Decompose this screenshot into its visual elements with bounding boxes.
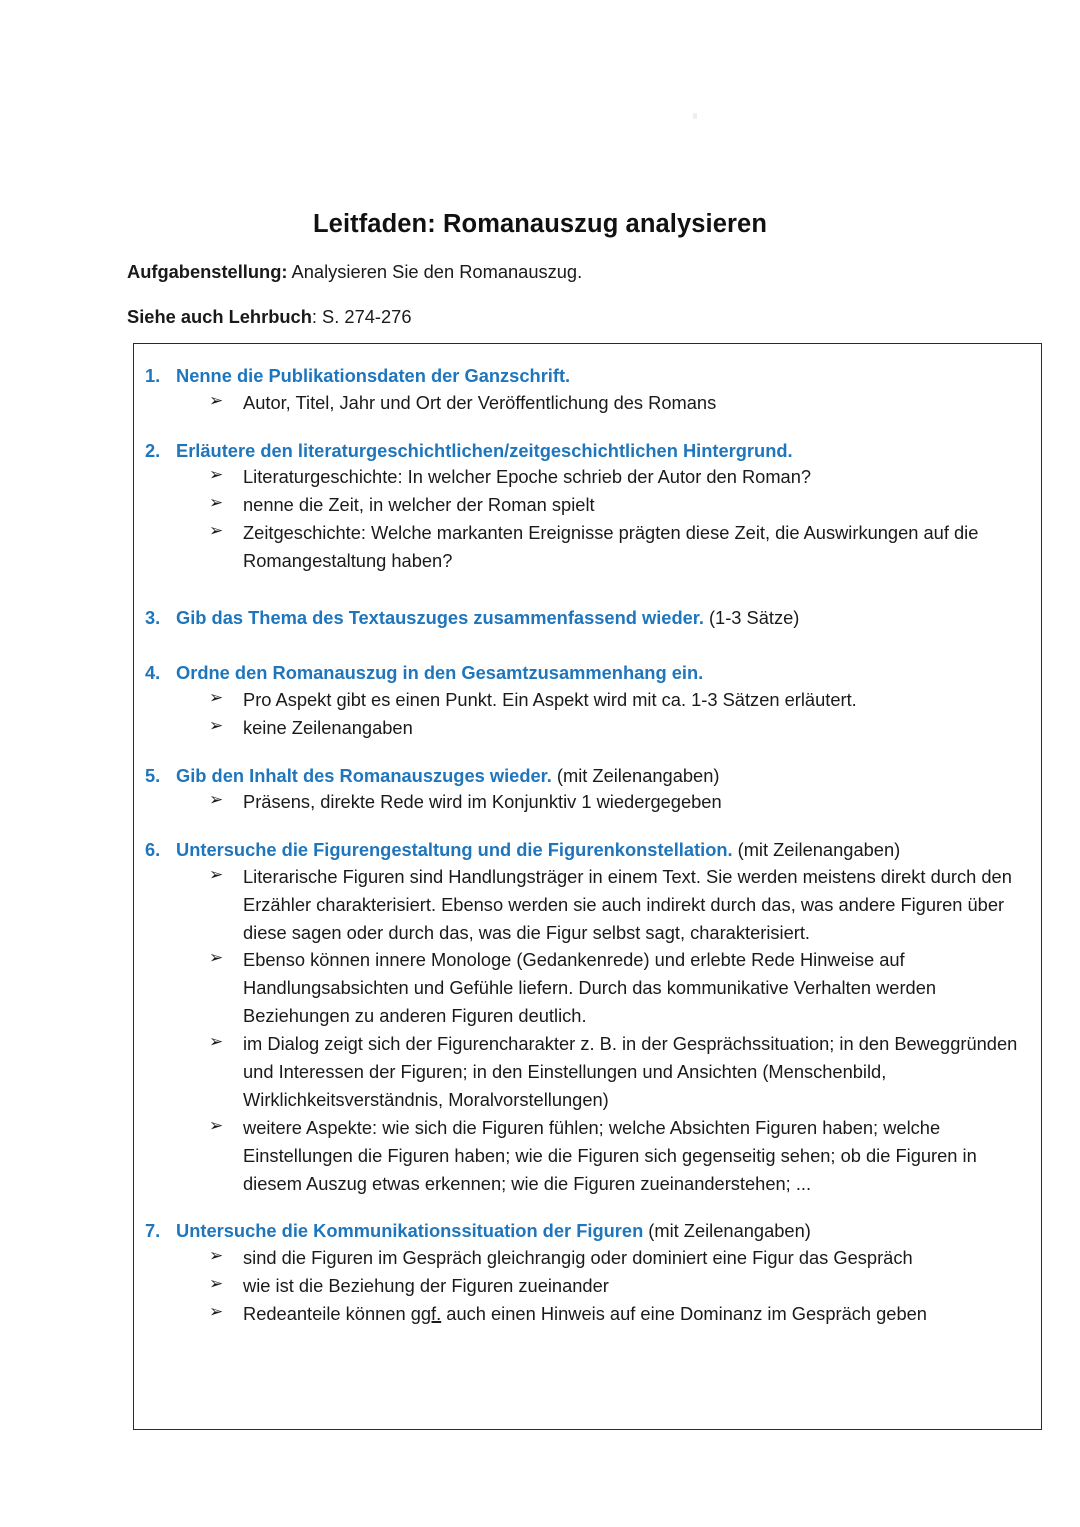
guideline-item-suffix: (mit Zeilenangaben) (556, 764, 720, 786)
item-spacer (139, 816, 1029, 837)
guideline-item-title-wrap (176, 837, 900, 863)
arrow-bullet-icon: ➢ (209, 715, 224, 736)
guideline-subitem (139, 519, 1029, 575)
guideline-subitem (139, 491, 1029, 519)
guideline-item (139, 605, 1029, 631)
textbook-value: : S. 274-276 (311, 306, 412, 327)
guideline-item-title-wrap (176, 438, 793, 464)
guideline-item-heading (139, 1218, 1029, 1244)
guideline-item-title-wrap (176, 605, 799, 631)
guideline-subitem-text: Literaturgeschichte: In welcher Epoche schrieb der Autor den Roman? (243, 466, 812, 488)
arrow-bullet-icon: ➢ (209, 1115, 224, 1136)
guideline-item (139, 438, 1029, 575)
guideline-subitem-text: nenne die Zeit, in welcher der Roman spielt (243, 494, 595, 515)
guideline-item (139, 837, 1029, 1197)
guideline-item-suffix: (1-3 Sätze) (708, 606, 800, 628)
guideline-item-title-wrap (176, 363, 570, 389)
guideline-item-title-wrap (176, 763, 719, 789)
guideline-subitem (139, 389, 1029, 417)
guideline-subitem-text: keine Zeilenangaben (243, 716, 413, 738)
guideline-items-list (139, 363, 1029, 1328)
assignment-value: Analysieren Sie den Romanauszug. (287, 261, 583, 282)
item-spacer (139, 575, 1029, 605)
guideline-subitem (139, 1114, 1029, 1198)
guideline-subitem (139, 463, 1029, 491)
textbook-label: Siehe auch Lehrbuch (127, 306, 312, 327)
arrow-bullet-icon: ➢ (209, 465, 224, 486)
arrow-bullet-icon: ➢ (209, 1032, 224, 1053)
guideline-subitem-text: Präsens, direkte Rede wird im Konjunktiv 1 wiedergegeben (243, 791, 722, 813)
guideline-subitem-text: weitere Aspekte: wie sich die Figuren fühlen; welche Absichten Figuren haben; welche Einstellungen die Figuren haben; wie die Figuren sich gegenseitig sehen; ob die Figuren in diesem Auszug etwas erkennen; wie die Figuren zueinanderstehen; ... (243, 1116, 977, 1194)
guideline-subitem (139, 1244, 1029, 1272)
guideline-item-number: 2. (145, 439, 161, 461)
item-spacer (139, 417, 1029, 438)
arrow-bullet-icon: ➢ (209, 948, 224, 969)
arrow-bullet-icon: ➢ (209, 520, 224, 541)
arrow-bullet-icon: ➢ (209, 1273, 224, 1294)
guideline-subitem (139, 1272, 1029, 1300)
guideline-subitem (139, 1300, 1029, 1328)
guideline-subitem-text: sind die Figuren im Gespräch gleichrangig oder dominiert eine Figur das Gespräch (243, 1247, 913, 1269)
guideline-subitem (139, 714, 1029, 742)
guideline-subitem-list (139, 788, 1029, 816)
guideline-item-number: 7. (145, 1220, 161, 1242)
arrow-bullet-icon: ➢ (209, 1246, 224, 1267)
guideline-item-heading (139, 363, 1029, 389)
guideline-subitem-text: Ebenso können innere Monologe (Gedankenrede) und erlebte Rede Hinweise auf Handlungsabsichten und Gefühle liefern. Durch das kommunikative Verhalten werden Beziehungen zu anderen Figuren deutlich. (243, 949, 937, 1027)
guideline-item-number: 3. (145, 606, 161, 628)
guideline-item (139, 363, 1029, 417)
guideline-item-title: Erläutere den literaturgeschichtlichen/zeitgeschichtlichen Hintergrund. (176, 439, 793, 461)
item-spacer (139, 742, 1029, 763)
guideline-item-title: Nenne die Publikationsdaten der Ganzschrift. (176, 365, 571, 386)
guideline-item-suffix: (mit Zeilenangaben) (737, 839, 901, 861)
guideline-item-heading (139, 438, 1029, 464)
guideline-subitem (139, 946, 1029, 1030)
guideline-item-suffix: (mit Zeilenangaben) (648, 1220, 811, 1242)
guideline-item-heading (139, 605, 1029, 631)
textbook-reference-line (127, 306, 412, 328)
guideline-item-title: Gib das Thema des Textauszuges zusammenfassend wieder. (176, 606, 704, 628)
guideline-subitem (139, 1030, 1029, 1114)
guideline-item (139, 763, 1029, 817)
guideline-subitem-text: Autor, Titel, Jahr und Ort der Veröffentlichung des Romans (243, 391, 717, 413)
guideline-subitem-list (139, 686, 1029, 742)
guideline-subitem-list (139, 863, 1029, 1198)
guideline-subitem-text: wie ist die Beziehung der Figuren zueinander (243, 1274, 609, 1296)
guideline-item-number: 5. (145, 764, 161, 786)
guideline-item-title: Ordne den Romanauszug in den Gesamtzusammenhang ein. (176, 662, 704, 684)
guideline-item-title: Untersuche die Figurengestaltung und die Figurenkonstellation. (176, 839, 733, 861)
arrow-bullet-icon: ➢ (209, 864, 224, 885)
guideline-subitem-text: Literarische Figuren sind Handlungsträger in einem Text. Sie werden meistens direkt durch den Erzähler charakterisiert. Ebenso werden sie auch indirekt durch das, was andere Figuren über diese sagen oder durch das, was die Figur selbst sagt, charakterisiert. (243, 865, 1012, 943)
guideline-subitem-list (139, 1244, 1029, 1328)
arrow-bullet-icon: ➢ (209, 687, 224, 708)
guideline-item-title: Gib den Inhalt des Romanauszuges wieder. (176, 764, 552, 786)
guideline-item-heading (139, 660, 1029, 686)
guideline-item-title-wrap (176, 1218, 811, 1244)
guideline-subitem (139, 686, 1029, 714)
guideline-item-heading (139, 837, 1029, 863)
item-spacer (139, 1197, 1029, 1218)
arrow-bullet-icon: ➢ (209, 1301, 224, 1322)
page-title: Leitfaden: Romanauszug analysieren (312, 210, 767, 239)
guideline-item (139, 660, 1029, 741)
arrow-bullet-icon: ➢ (209, 493, 224, 513)
guideline-subitem-text: Zeitgeschichte: Welche markanten Ereignisse prägten diese Zeit, die Auswirkungen auf die Romangestaltung haben? (243, 521, 979, 571)
guideline-item-number: 6. (145, 839, 161, 861)
guideline-subitem-list (139, 463, 1029, 575)
arrow-bullet-icon: ➢ (209, 390, 224, 411)
item-spacer (139, 630, 1029, 660)
guideline-subitem (139, 788, 1029, 816)
scan-artifact-speck (693, 113, 697, 119)
assignment-line (127, 261, 582, 283)
guideline-subitem-text: im Dialog zeigt sich der Figurencharakter z. B. in der Gesprächssituation; in den Beweggründen und Interessen der Figuren; in den Einstellungen und Ansichten (Menschenbild, Wirklichkeitsverständnis, Moralvorstellungen) (243, 1033, 1018, 1110)
guideline-subitem-list (139, 389, 1029, 417)
guideline-item-number: 1. (145, 365, 161, 386)
guideline-item (139, 1218, 1029, 1327)
guideline-subitem (139, 863, 1029, 947)
assignment-label: Aufgabenstellung: (127, 261, 288, 282)
guideline-item-number: 4. (145, 662, 161, 684)
guideline-subitem-text: Pro Aspekt gibt es einen Punkt. Ein Aspekt wird mit ca. 1-3 Sätzen erläutert. (243, 688, 857, 710)
guideline-box (133, 343, 1042, 1430)
arrow-bullet-icon: ➢ (209, 790, 224, 811)
guideline-subitem-text: Redeanteile können ggf. auch einen Hinweis auf eine Dominanz im Gespräch geben (243, 1302, 927, 1324)
guideline-item-title-wrap (176, 660, 703, 686)
underlined-term: ggf. (410, 1302, 442, 1324)
guideline-item-title: Untersuche die Kommunikationssituation der Figuren (176, 1220, 644, 1242)
guideline-item-heading (139, 763, 1029, 789)
